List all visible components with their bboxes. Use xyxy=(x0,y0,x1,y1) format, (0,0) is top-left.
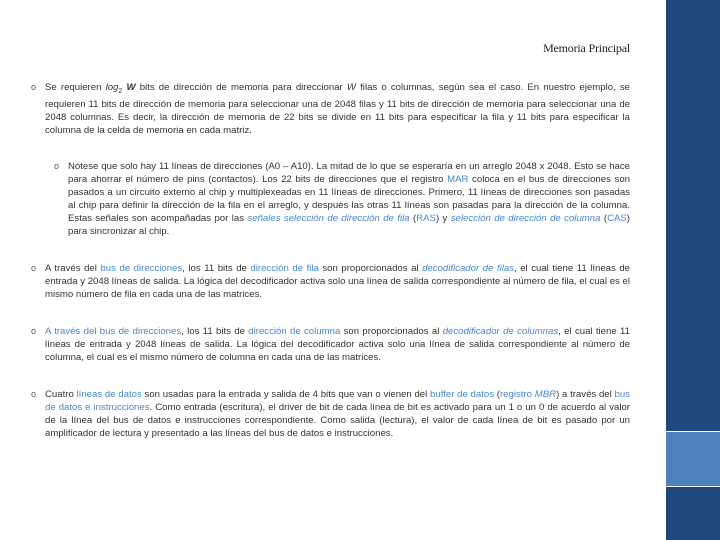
text-run: son proporcionados al xyxy=(318,263,423,274)
text-run: , los 11 bits de xyxy=(181,326,249,337)
sidebar-divider xyxy=(666,486,720,487)
bullet-marker: o xyxy=(31,82,37,92)
text-run: ( xyxy=(409,213,417,224)
row-address-term: dirección de fila xyxy=(250,263,319,274)
bullet-paragraph-5 xyxy=(31,388,630,440)
text-run: son usadas para la entrada y salida de 4 bits que van o vienen del xyxy=(141,389,431,400)
text-run: para sincronizar al chip. xyxy=(68,226,170,237)
sidebar-block-bottom xyxy=(666,486,720,540)
text-run: filas o columnas, según sea el caso. En nuestro ejemplo, se requieren 11 bits de dirección de memoria para seleccionar una de 2048 filas y 11 bits de dirección de memoria para seleccionar una de 2048 columnas. Es decir, la dirección de memoria de 22 bits se divide en 11 bits para especificar la fila y 11 bits para especificar la columna de la celda de memoria en cada matriz. xyxy=(45,82,630,136)
sidebar-block-middle xyxy=(666,432,720,486)
bullet-marker: o xyxy=(31,389,37,399)
bullet-paragraph-2 xyxy=(54,160,630,238)
text-run: , el cual tiene 11 líneas de entrada y 2048 líneas de salida. La lógica del decodificador activa solo una línea de salida correspondiente al número de fila, el cual es el mismo número de fila en cada una de las matrices. xyxy=(45,263,631,300)
register-term: registro xyxy=(499,389,535,400)
slide-title: Memoria Principal xyxy=(543,41,630,55)
text-run: coloca en el bus de direcciones son pasados a un circuito externo al chip y multiplexeadas en 11 líneas de direcciones. Primero, 11 líneas de direcciones son pasadas al chip para definir la dirección de la fila en el arreglo, y después las otras 11 líneas son pasadas para la dirección de la columna. Estas señales son acompañadas por las xyxy=(68,174,630,224)
log-term: log xyxy=(105,82,119,93)
text-run: A través del xyxy=(45,263,101,274)
text-run: ( xyxy=(600,213,608,224)
row-decoder-term: decodificador de filas xyxy=(422,263,514,274)
text-run: , los 11 bits de xyxy=(182,263,251,274)
data-lines-term: líneas de datos xyxy=(76,389,142,400)
decorative-sidebar xyxy=(666,0,720,540)
text-run: ) xyxy=(626,213,630,224)
text-run: ) xyxy=(435,213,440,224)
column-decoder-term: decodificador de columnas xyxy=(442,326,559,337)
text-run: son proporcionados al xyxy=(340,326,443,337)
text-run: ( xyxy=(494,389,500,400)
bullet-paragraph-4 xyxy=(31,325,630,364)
w-term: W xyxy=(122,82,136,93)
w-term: W xyxy=(346,82,356,93)
text-run: Se requieren xyxy=(45,82,106,93)
text-run: Cuatro xyxy=(45,389,77,400)
text-run: a través del xyxy=(559,389,615,400)
bus-link: A través del bus de direcciones xyxy=(45,326,182,337)
text-run: . Como entrada (escritura), el driver de bit de cada línea de bit es activado para un 1 o un 0 de acuerdo al valor de la línea del bus de datos e instrucciones correspondiente. Como salida (lectura), el valor de cada línea de bit es pasado por un amplificador de lectura y presentado a las líneas del bus de datos e instrucciones. xyxy=(45,402,630,439)
bullet-marker: o xyxy=(31,263,37,273)
ras-term: señales selección de dirección de fila xyxy=(247,213,410,224)
bullet-marker: o xyxy=(54,161,60,171)
mar-link: MAR xyxy=(447,174,469,185)
ras-abbrev: RAS xyxy=(416,213,436,224)
bullet-marker: o xyxy=(31,326,37,336)
column-address-term: dirección de columna xyxy=(248,326,341,337)
text-run: ) xyxy=(556,389,560,400)
bus-link: bus de direcciones xyxy=(100,263,183,274)
bullet-paragraph-1 xyxy=(31,81,630,137)
cas-term: selección de dirección de columna xyxy=(450,213,601,224)
cas-abbrev: CAS xyxy=(607,213,627,224)
bullet-paragraph-3 xyxy=(31,262,631,301)
text-run: Nótese que solo hay 11 líneas de direcciones (A0 – A10). La mitad de lo que se esperaría en un arreglo 2048 x 2048. Esto se hace para ahorrar el número de pins (contactos). Los 22 bits de direcciones que el registro xyxy=(68,161,630,185)
text-run: y xyxy=(439,213,451,224)
text-run: bits de dirección de memoria para direccionar xyxy=(135,82,347,93)
data-bus-link: bus de datos e instrucciones xyxy=(45,389,630,413)
sidebar-block-top xyxy=(666,0,720,432)
mbr-term: MBR xyxy=(534,389,557,400)
log-subscript: 2 xyxy=(118,87,123,95)
text-run: , el cual tiene 11 líneas de entrada y 2048 líneas de salida. La lógica del decodificador activa solo una línea de salida correspondiente al número de columna, el cual es el mismo número de columna en cada una de las matrices. xyxy=(45,326,630,363)
sidebar-divider xyxy=(666,431,720,432)
data-buffer-term: buffer de datos xyxy=(430,389,495,400)
